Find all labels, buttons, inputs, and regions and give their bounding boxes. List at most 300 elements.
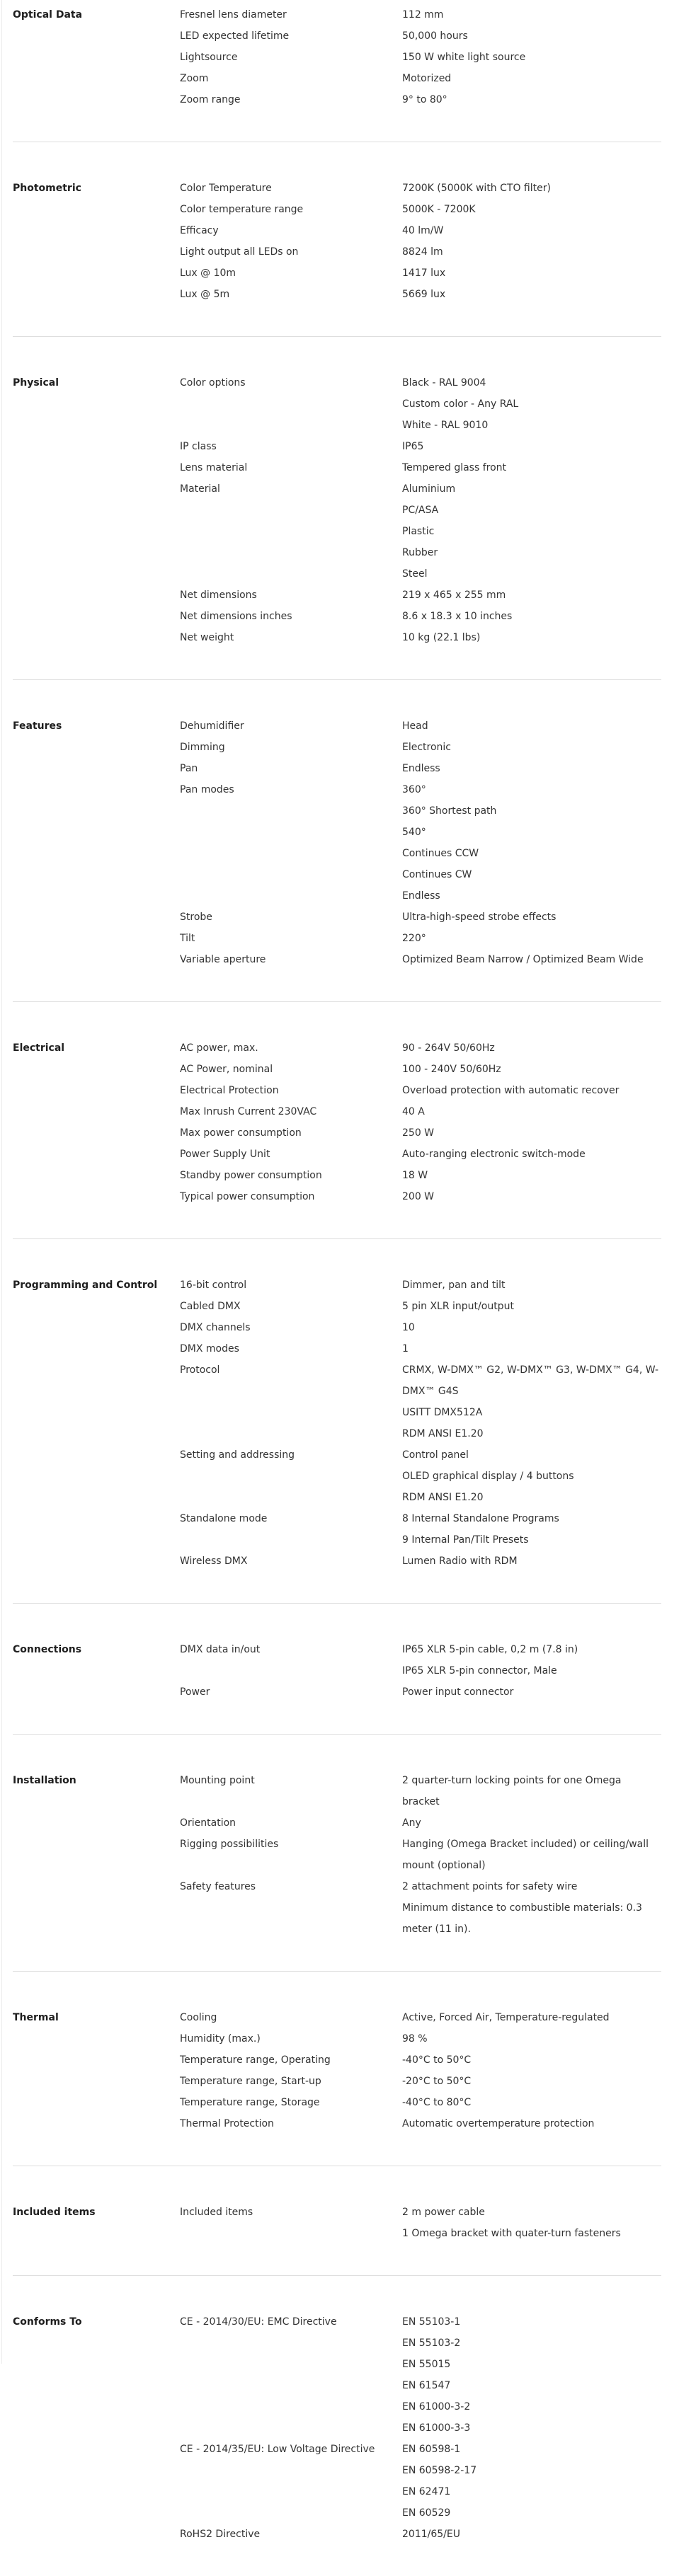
spec-label: Orientation [180,1817,236,1829]
spec-values [402,1296,661,1317]
spec-label: Lux @ 5m [180,289,230,300]
section-title: Included items [13,2207,96,2218]
spec-value: 150 W white light source [402,52,526,63]
spec-section-photometric [13,173,661,337]
spec-section-body [13,1639,661,1703]
spec-row [180,2092,661,2113]
spec-value: Lumen Radio with RDM [402,1556,518,1567]
section-title: Connections [13,1644,82,1655]
spec-value: EN 61547 [402,2380,451,2391]
spec-values [402,1770,661,1812]
spec-row [180,263,661,284]
spec-label: Efficacy [180,225,219,236]
spec-value: EN 55103-2 [402,2338,461,2349]
spec-value: Tempered glass front [402,462,507,473]
spec-value: Optimized Beam Narrow / Optimized Beam Wide [402,954,644,965]
spec-values [402,372,661,436]
spec-label: Power [180,1686,210,1698]
spec-values [402,199,661,220]
spec-value: CRMX, W-DMX™ G2, W-DMX™ G3, W-DMX™ G4, W-DMX™ G4S [402,1364,659,1397]
section-title: Electrical [13,1042,65,1054]
spec-values [402,1508,661,1551]
spec-value: Overload protection with automatic recover [402,1085,620,1096]
spec-label: Lux @ 10m [180,268,236,279]
spec-value: 98 % [402,2033,428,2045]
spec-values [402,2007,661,2028]
spec-values [402,2028,661,2049]
spec-label: DMX data in/out [180,1644,261,1655]
spec-row [180,2439,661,2524]
spec-value: Automatic overtemperature protection [402,2118,595,2129]
spec-value: RDM ANSI E1.20 [402,1492,484,1503]
spec-value: PC/ASA [402,505,439,516]
spec-label: Power Supply Unit [180,1149,270,1160]
spec-value: Steel [402,568,428,580]
spec-section-features [13,711,661,1002]
section-title: Features [13,720,62,732]
spec-section-thermal [13,2003,661,2166]
spec-value: EN 60529 [402,2507,451,2519]
spec-value: EN 61000-3-3 [402,2422,471,2434]
spec-values [402,68,661,89]
spec-value: EN 55015 [402,2359,451,2370]
spec-label: Max power consumption [180,1127,302,1139]
spec-rows [180,715,661,970]
spec-label: LED expected lifetime [180,30,290,42]
spec-label: Material [180,483,220,495]
spec-value: RDM ANSI E1.20 [402,1428,484,1439]
spec-values [402,1834,661,1876]
spec-label: Protocol [180,1364,220,1376]
spec-value: -20°C to 50°C [402,2076,472,2087]
spec-value: 5 pin XLR input/output [402,1301,514,1312]
spec-row [180,1165,661,1186]
spec-label: Pan [180,763,198,774]
spec-value: 9 Internal Pan/Tilt Presets [402,1534,529,1546]
spec-section-physical [13,368,661,680]
spec-values [402,4,661,25]
spec-label: Setting and addressing [180,1449,295,1461]
spec-row [180,436,661,457]
spec-value: 2011/65/EU [402,2529,460,2540]
spec-row [180,737,661,758]
spec-label: Cooling [180,2012,217,2023]
spec-values [402,2092,661,2113]
spec-value: Active, Forced Air, Temperature-regulated [402,2012,610,2023]
spec-value: Endless [402,763,440,774]
spec-rows [180,178,661,305]
spec-rows [180,4,661,110]
spec-label: Wireless DMX [180,1556,248,1567]
spec-values [402,25,661,47]
spec-label: Pan modes [180,784,234,795]
spec-row [180,2049,661,2071]
spec-label: Standby power consumption [180,1170,322,1181]
spec-label: Net weight [180,632,234,643]
spec-value: 8.6 x 18.3 x 10 inches [402,611,513,622]
spec-section-body [13,2007,661,2134]
spec-values [402,1186,661,1207]
spec-values [402,436,661,457]
spec-values [402,1059,661,1080]
spec-row [180,758,661,779]
spec-value: 10 kg (22.1 lbs) [402,632,481,643]
spec-label: Dehumidifier [180,720,244,732]
spec-label: AC power, max. [180,1042,258,1054]
spec-values [402,2071,661,2092]
section-title: Photometric [13,183,81,194]
spec-values [402,1144,661,1165]
spec-values [402,627,661,648]
spec-row [180,1144,661,1165]
spec-values [402,1551,661,1572]
spec-rows [180,2007,661,2134]
spec-value: 40 lm/W [402,225,444,236]
spec-label: Humidity (max.) [180,2033,261,2045]
spec-value: 1 Omega bracket with quater-turn fasteners [402,2228,621,2239]
spec-row [180,68,661,89]
spec-row [180,1639,661,1681]
spec-row [180,1508,661,1551]
spec-label: DMX channels [180,1322,251,1333]
page-left-border [1,0,2,2364]
spec-value: Black - RAL 9004 [402,377,486,389]
spec-value: EN 62471 [402,2486,451,2497]
spec-label: CE - 2014/35/EU: Low Voltage Directive [180,2444,375,2455]
spec-value: 200 W [402,1191,435,1202]
spec-value: 112 mm [402,9,444,21]
spec-values [402,737,661,758]
spec-label: Safety features [180,1881,256,1892]
spec-row [180,1059,661,1080]
spec-row [180,1037,661,1059]
section-title: Programming and Control [13,1280,158,1291]
spec-row [180,1834,661,1876]
spec-label: Included items [180,2207,253,2218]
spec-value: 10 [402,1322,415,1333]
spec-value: 100 - 240V 50/60Hz [402,1064,501,1075]
spec-values [402,2049,661,2071]
spec-value: -40°C to 80°C [402,2097,472,2108]
spec-value: Control panel [402,1449,469,1461]
spec-value: Dimmer, pan and tilt [402,1280,506,1291]
spec-value: 219 x 465 x 255 mm [402,590,506,601]
spec-value: Minimum distance to combustible materials: 0.3 meter (11 in). [402,1902,642,1935]
spec-value: Continues CCW [402,848,479,859]
spec-row [180,1359,661,1444]
spec-section-body [13,178,661,305]
spec-values [402,1639,661,1681]
spec-value: Aluminium [402,483,456,495]
spec-row [180,1876,661,1940]
spec-row [180,1770,661,1812]
spec-values [402,585,661,606]
spec-row [180,2071,661,2092]
spec-section-body [13,1037,661,1207]
spec-label: Zoom range [180,94,241,105]
spec-section-conforms-to [13,2307,661,2576]
spec-section-body [13,2202,661,2244]
spec-value: 360° [402,784,426,795]
spec-rows [180,1275,661,1572]
spec-row [180,2113,661,2134]
spec-section-body [13,1275,661,1572]
spec-section-optical-data [13,0,661,142]
spec-value: 2 quarter-turn locking points for one Omega bracket [402,1775,622,1807]
spec-values [402,1444,661,1508]
spec-values [402,2113,661,2134]
spec-values [402,715,661,737]
spec-row [180,627,661,648]
spec-section-installation [13,1766,661,1972]
spec-row [180,1551,661,1572]
spec-value: 50,000 hours [402,30,468,42]
spec-value: Continues CW [402,869,472,880]
spec-section-body [13,4,661,110]
spec-rows [180,1770,661,1940]
spec-section-connections [13,1635,661,1735]
spec-value: 5000K - 7200K [402,204,476,215]
spec-row [180,25,661,47]
spec-values [402,1275,661,1296]
spec-values [402,779,661,907]
spec-values [402,241,661,263]
spec-value: EN 61000-3-2 [402,2401,471,2413]
spec-value: Hanging (Omega Bracket included) or ceiling/wall mount (optional) [402,1839,649,1871]
spec-values [402,284,661,305]
section-title: Installation [13,1775,76,1786]
spec-label: Thermal Protection [180,2118,274,2129]
specifications-table [13,0,661,2576]
spec-value: EN 60598-2-17 [402,2465,477,2476]
spec-row [180,178,661,199]
spec-row [180,779,661,907]
spec-value: 5669 lux [402,289,446,300]
spec-row [180,1681,661,1703]
spec-value: OLED graphical display / 4 buttons [402,1471,574,1482]
spec-value: 1 [402,1343,409,1355]
spec-label: Temperature range, Operating [180,2054,331,2066]
spec-label: Max Inrush Current 230VAC [180,1106,317,1117]
spec-label: CE - 2014/30/EU: EMC Directive [180,2316,337,2328]
spec-label: Typical power consumption [180,1191,315,1202]
spec-label: Variable aperture [180,954,266,965]
spec-row [180,585,661,606]
spec-row [180,199,661,220]
spec-section-body [13,2311,661,2545]
spec-values [402,263,661,284]
spec-value: 40 A [402,1106,425,1117]
spec-values [402,47,661,68]
spec-label: Temperature range, Storage [180,2097,320,2108]
spec-row [180,1317,661,1338]
spec-value: Head [402,720,428,732]
spec-label: Strobe [180,912,212,923]
spec-value: EN 60598-1 [402,2444,461,2455]
spec-rows [180,1037,661,1207]
spec-row [180,907,661,928]
spec-value: 1417 lux [402,268,446,279]
spec-value: 220° [402,933,426,944]
spec-value: Custom color - Any RAL [402,398,519,410]
spec-values [402,2202,661,2244]
section-title: Conforms To [13,2316,82,2328]
spec-values [402,1812,661,1834]
spec-row [180,2202,661,2244]
spec-value: 8 Internal Standalone Programs [402,1513,559,1524]
section-title: Optical Data [13,9,83,21]
spec-row [180,715,661,737]
spec-values [402,2524,661,2545]
spec-label: Light output all LEDs on [180,246,299,258]
spec-label: Electrical Protection [180,1085,279,1096]
spec-value: Auto-ranging electronic switch-mode [402,1149,586,1160]
spec-label: Color Temperature [180,183,272,194]
spec-row [180,1296,661,1317]
spec-row [180,1122,661,1144]
spec-values [402,220,661,241]
spec-values [402,1037,661,1059]
spec-row [180,284,661,305]
spec-values [402,606,661,627]
spec-rows [180,372,661,648]
spec-row [180,928,661,949]
spec-row [180,1186,661,1207]
spec-row [180,372,661,436]
spec-value: Rubber [402,547,438,558]
spec-value: 2 m power cable [402,2207,485,2218]
spec-label: IP class [180,441,217,452]
spec-value: USITT DMX512A [402,1407,483,1418]
spec-row [180,478,661,585]
spec-label: RoHS2 Directive [180,2529,261,2540]
spec-value: 18 W [402,1170,428,1181]
spec-label: DMX modes [180,1343,239,1355]
spec-values [402,1122,661,1144]
spec-row [180,89,661,110]
spec-rows [180,1639,661,1703]
spec-row [180,220,661,241]
spec-values [402,2439,661,2524]
spec-values [402,1080,661,1101]
spec-section-body [13,372,661,648]
spec-label: 16-bit control [180,1280,247,1291]
spec-row [180,47,661,68]
spec-label: Mounting point [180,1775,255,1786]
spec-values [402,178,661,199]
spec-row [180,1812,661,1834]
spec-values [402,949,661,970]
spec-value: 8824 lm [402,246,443,258]
spec-values [402,1317,661,1338]
spec-value: Any [402,1817,421,1829]
spec-values [402,1359,661,1444]
spec-value: 250 W [402,1127,435,1139]
spec-label: Color options [180,377,246,389]
spec-value: IP65 XLR 5-pin connector, Male [402,1665,557,1677]
spec-label: Fresnel lens diameter [180,9,287,21]
spec-label: Lens material [180,462,248,473]
spec-row [180,241,661,263]
spec-section-electrical [13,1033,661,1239]
spec-value: Ultra-high-speed strobe effects [402,912,557,923]
spec-value: 7200K (5000K with CTO filter) [402,183,551,194]
spec-value: 9° to 80° [402,94,447,105]
spec-section-included-items [13,2197,661,2276]
spec-value: White - RAL 9010 [402,420,489,431]
spec-section-programming-and-control [13,1270,661,1604]
spec-row [180,2028,661,2049]
section-title: Thermal [13,2012,59,2023]
spec-values [402,928,661,949]
spec-value: IP65 [402,441,424,452]
spec-row [180,606,661,627]
spec-row [180,1080,661,1101]
spec-row [180,949,661,970]
spec-row [180,1444,661,1508]
spec-label: AC Power, nominal [180,1064,273,1075]
spec-rows [180,2202,661,2244]
spec-row [180,457,661,478]
spec-rows [180,2311,661,2545]
spec-row [180,2311,661,2439]
spec-values [402,1876,661,1940]
spec-row [180,2007,661,2028]
spec-value: -40°C to 50°C [402,2054,472,2066]
spec-values [402,457,661,478]
spec-values [402,1101,661,1122]
spec-row [180,4,661,25]
spec-value: 540° [402,827,426,838]
spec-row [180,1101,661,1122]
spec-label: Dimming [180,742,225,753]
spec-values [402,89,661,110]
spec-label: Zoom [180,73,209,84]
spec-label: Lightsource [180,52,238,63]
spec-label: Color temperature range [180,204,304,215]
spec-values [402,907,661,928]
spec-values [402,2311,661,2439]
spec-value: Power input connector [402,1686,514,1698]
spec-label: Temperature range, Start-up [180,2076,321,2087]
spec-values [402,758,661,779]
spec-value: Plastic [402,526,435,537]
spec-label: Net dimensions [180,590,257,601]
spec-value: 2 attachment points for safety wire [402,1881,578,1892]
spec-value: Motorized [402,73,452,84]
spec-label: Rigging possibilities [180,1839,279,1850]
spec-values [402,478,661,585]
spec-value: Endless [402,890,440,902]
spec-values [402,1165,661,1186]
spec-row [180,1338,661,1359]
spec-row [180,1275,661,1296]
spec-value: Electronic [402,742,452,753]
spec-label: Standalone mode [180,1513,268,1524]
spec-label: Tilt [180,933,195,944]
section-title: Physical [13,377,59,389]
spec-value: 90 - 264V 50/60Hz [402,1042,495,1054]
spec-value: EN 55103-1 [402,2316,461,2328]
spec-label: Cabled DMX [180,1301,241,1312]
spec-label: Net dimensions inches [180,611,292,622]
spec-values [402,1681,661,1703]
spec-value: IP65 XLR 5-pin cable, 0,2 m (7.8 in) [402,1644,578,1655]
spec-section-body [13,1770,661,1940]
spec-values [402,1338,661,1359]
spec-row [180,2524,661,2545]
spec-section-body [13,715,661,970]
